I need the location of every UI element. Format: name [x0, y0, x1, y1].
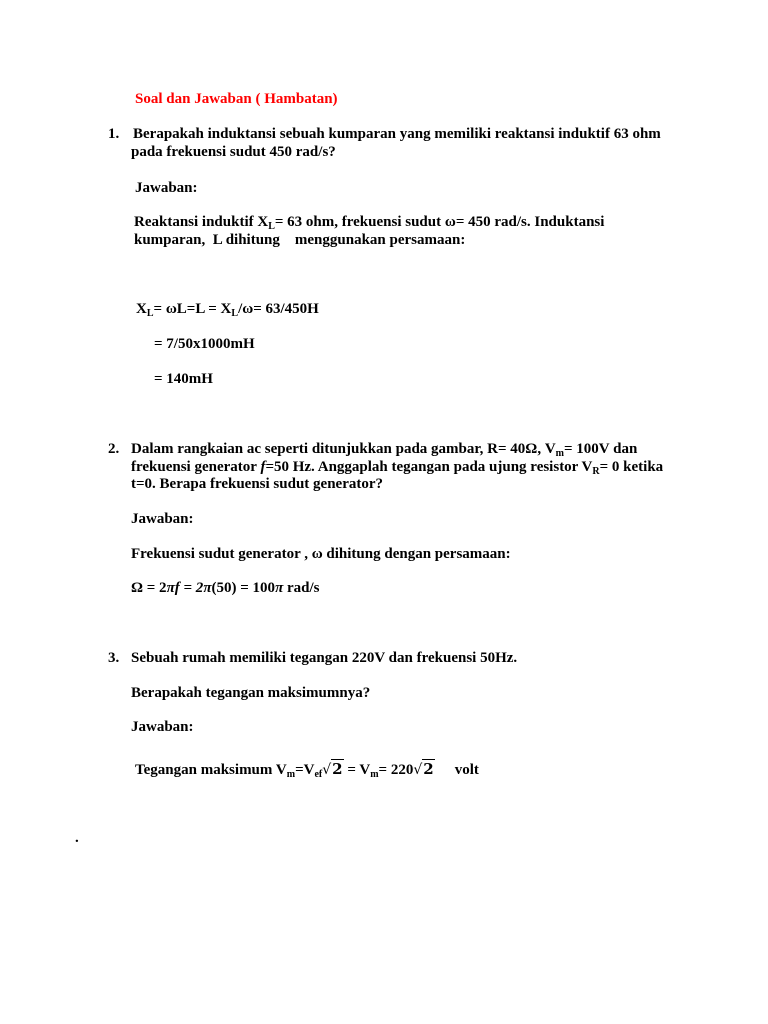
text-segment: Reaktansi induktif X — [134, 214, 269, 230]
italic-segment: πf — [166, 580, 180, 596]
italic-f: f — [260, 459, 266, 475]
subscript: ef — [314, 769, 323, 780]
text-segment: = 220 — [378, 762, 414, 778]
subscript: m — [555, 448, 564, 459]
text-segment: /ω= 63/450H — [238, 301, 319, 317]
question-1-answer-label: Jawaban: — [135, 180, 198, 196]
question-2-number: 2. — [108, 441, 120, 457]
question-3-line-1: Sebuah rumah memiliki tegangan 220V dan frekuensi 50Hz. — [131, 650, 518, 666]
text-segment: X — [136, 301, 147, 317]
question-1-line-2: pada frekuensi sudut 450 rad/s? — [131, 144, 336, 160]
square-root — [413, 761, 434, 779]
text-segment: Dalam rangkaian ac seperti ditunjukkan pada gambar, R= 40Ω, V — [131, 441, 556, 457]
question-2-explanation: Frekuensi sudut generator , ω dihitung dengan persamaan: — [131, 546, 511, 562]
question-2-answer-label: Jawaban: — [131, 511, 194, 527]
italic-segment: = 2 — [179, 580, 204, 596]
question-3-number: 3. — [108, 650, 120, 666]
question-1-equation-2: = 7/50x1000mH — [154, 336, 255, 352]
question-2-line-2 — [131, 459, 663, 476]
question-3-question: Berapakah tegangan maksimumnya? — [131, 685, 371, 701]
question-2-line-1 — [131, 441, 637, 458]
question-1-line-1: Berapakah induktansi sebuah kumparan yang memiliki reaktansi induktif 63 ohm — [133, 126, 661, 142]
radicand: 2 — [332, 760, 343, 778]
question-3-equation — [135, 761, 479, 779]
text-segment: = 100V dan — [564, 441, 638, 457]
subscript: L — [231, 308, 239, 319]
italic-segment: π — [203, 580, 212, 596]
text-segment: rad/s — [283, 580, 320, 596]
page-title: Soal dan Jawaban ( Hambatan) — [135, 91, 338, 107]
radical-sign: √ — [322, 762, 332, 778]
question-1-number: 1. — [108, 126, 120, 142]
text-segment: = ωL=L = X — [153, 301, 232, 317]
question-2-equation — [131, 580, 320, 597]
question-2-line-3: t=0. Berapa frekuensi sudut generator? — [131, 476, 384, 492]
question-1-equation-3: = 140mH — [154, 371, 213, 387]
text-segment: kumparan, L dihitung menggunakan persamaan: — [134, 232, 466, 248]
subscript: R — [592, 466, 600, 477]
text-segment: =50 Hz. Anggaplah tegangan pada ujung resistor V — [265, 459, 593, 475]
radical-sign: √ — [413, 762, 423, 778]
text-segment: =V — [295, 762, 315, 778]
italic-segment: π — [275, 580, 284, 596]
text-segment: = 63 ohm, frekuensi sudut ω= 450 rad/s. Induktansi — [274, 214, 605, 230]
text-segment: (50) = 100 — [211, 580, 276, 596]
footer-dot: . — [75, 830, 79, 846]
question-1-explanation-line-1 — [134, 214, 604, 231]
question-1-equation-1 — [136, 301, 319, 318]
text-segment: volt — [454, 762, 479, 778]
subscript: L — [268, 221, 275, 232]
text-segment: Ω = 2 — [131, 580, 167, 596]
text-segment: frekuensi generator — [131, 459, 261, 475]
radicand: 2 — [423, 760, 434, 778]
question-1-explanation-line-2 — [134, 232, 465, 249]
square-root — [322, 761, 343, 779]
text-segment: = 0 ketika — [599, 459, 664, 475]
subscript: m — [286, 769, 296, 780]
subscript: L — [146, 308, 154, 319]
text-segment: Tegangan maksimum V — [135, 762, 287, 778]
question-3-answer-label: Jawaban: — [131, 719, 194, 735]
text-segment: = V — [343, 762, 371, 778]
subscript: m — [370, 769, 379, 780]
